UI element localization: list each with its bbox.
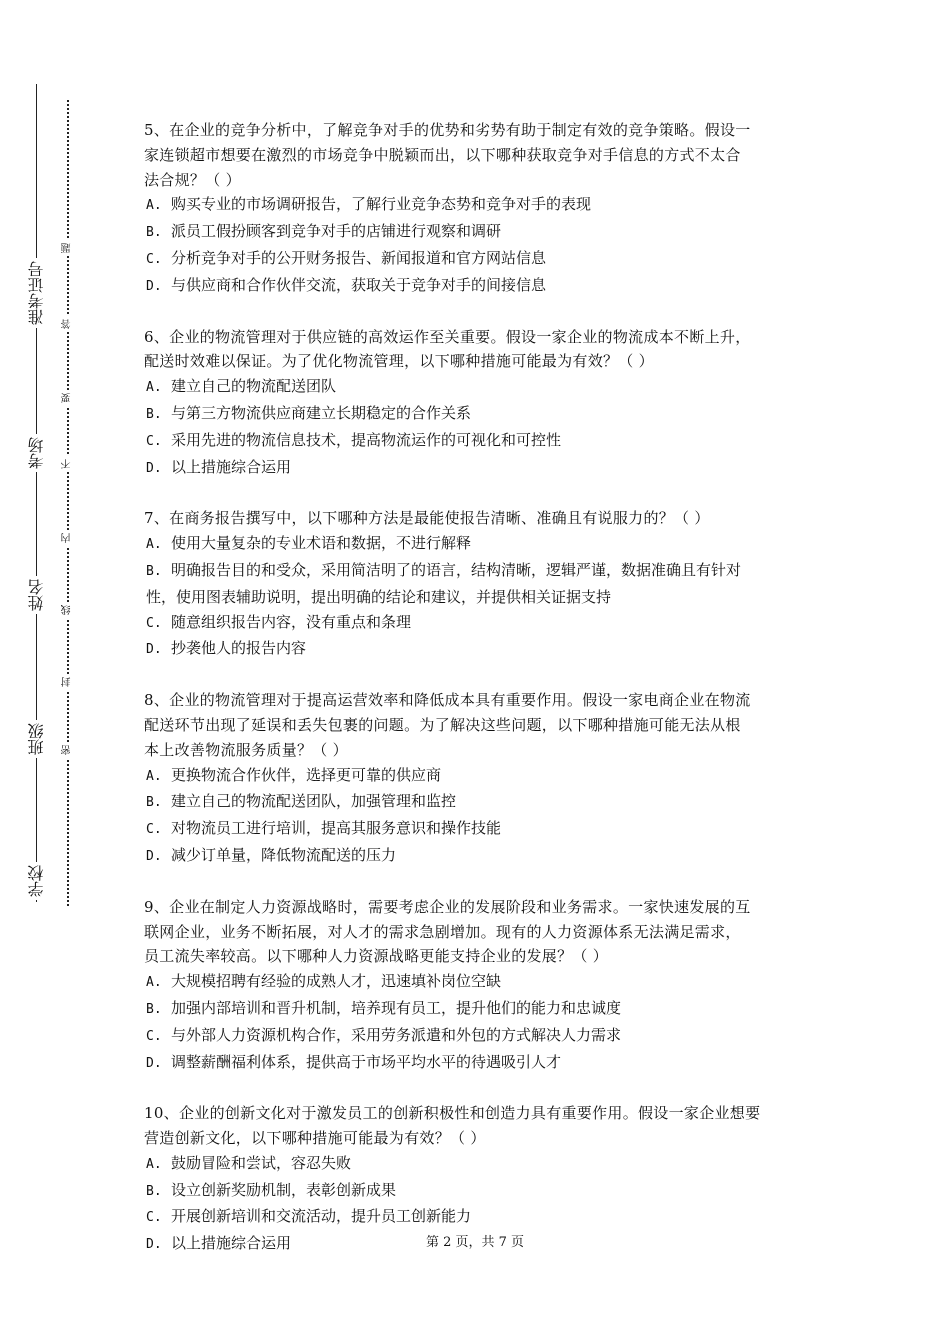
option-text: 设立创新奖励机制，表彰创新成果 <box>171 1180 397 1199</box>
option-key: A. <box>146 380 162 396</box>
binding-solid-line <box>36 84 37 902</box>
option-text: 性，使用图表辅助说明，提出明确的结论和建议，并提供相关证据支持 <box>146 587 612 606</box>
answer-option <box>144 1023 812 1050</box>
answer-option <box>144 996 812 1023</box>
option-key: A. <box>146 198 162 214</box>
question-stem-line: 10、企业的创新文化对于激发员工的创新积极性和创造力具有重要作用。假设一家企业想要 <box>144 1104 761 1123</box>
name-label: 姓名 <box>22 576 52 614</box>
option-key: C. <box>146 615 162 631</box>
option-key: B. <box>146 225 162 241</box>
option-key: B. <box>146 1183 162 1199</box>
option-text: 调整薪酬福利体系，提供高于市场平均水平的待遇吸引人才 <box>171 1052 562 1071</box>
option-key: A. <box>146 537 162 553</box>
option-key: A. <box>146 975 162 991</box>
option-key: D. <box>146 1055 162 1071</box>
option-text: 与外部人力资源机构合作，采用劳务派遣和外包的方式解决人力需求 <box>171 1025 622 1044</box>
question-stem-line: 营造创新文化，以下哪种措施可能最为有效？（ ） <box>144 1129 486 1148</box>
option-text: 使用大量复杂的专业术语和数据，不进行解释 <box>171 534 472 553</box>
answer-option <box>144 531 812 558</box>
page-footer: 第 2 页，共 7 页 <box>425 1235 525 1250</box>
seal-char: 不 <box>61 456 75 472</box>
option-text: 大规模招聘有经验的成熟人才，迅速填补岗位空缺 <box>171 972 502 991</box>
seal-char: 线 <box>61 602 75 618</box>
option-key: B. <box>146 406 162 422</box>
option-key: A. <box>146 768 162 784</box>
option-text: 以上措施综合运用 <box>171 457 292 476</box>
seal-char: 封 <box>61 674 75 690</box>
question-stem-line: 本上改善物流服务质量？（ ） <box>144 740 348 759</box>
option-key: B. <box>146 1001 162 1017</box>
seal-char: 内 <box>61 530 75 546</box>
answer-option <box>144 219 812 246</box>
answer-option <box>144 969 812 996</box>
option-text: 与第三方物流供应商建立长期稳定的合作关系 <box>171 403 472 422</box>
question-stem-line: 联网企业，业务不断拓展，对人才的需求急剧增加。现有的人力资源体系无法满足需求， <box>144 922 741 941</box>
question-block <box>144 688 812 870</box>
answer-option <box>144 636 812 663</box>
option-text: 以上措施综合运用 <box>171 1234 292 1253</box>
option-key: D. <box>146 278 162 294</box>
option-text: 鼓励冒险和尝试，容忍失败 <box>171 1153 352 1172</box>
option-text: 对物流员工进行培训，提高其服务意识和操作技能 <box>171 819 502 838</box>
question-stem-line: 7、在商务报告撰写中，以下哪种方法是最能使报告清晰、准确且有说服力的？（ ） <box>144 509 710 528</box>
answer-option <box>144 1151 812 1178</box>
option-key: D. <box>146 848 162 864</box>
answer-option <box>144 246 812 273</box>
option-key: C. <box>146 822 162 838</box>
option-key: B. <box>146 795 162 811</box>
question-stem-line: 法合规？（ ） <box>144 170 241 189</box>
seal-char: 答 <box>61 316 75 332</box>
seal-char: 要 <box>61 390 75 406</box>
answer-option <box>144 1204 812 1231</box>
question-stem-line: 9、企业在制定人力资源战略时，需要考虑企业的发展阶段和业务需求。一家快速发展的互 <box>144 897 751 916</box>
option-text: 分析竞争对手的公开财务报告、新闻报道和官方网站信息 <box>171 248 547 267</box>
option-text: 随意组织报告内容，没有重点和条理 <box>171 612 412 631</box>
question-stem-line: 6、企业的物流管理对于供应链的高效运作至关重要。假设一家企业的物流成本不断上升， <box>144 327 751 346</box>
answer-option <box>144 789 812 816</box>
answer-option <box>144 843 812 870</box>
question-stem-line: 配送时效难以保证。为了优化物流管理，以下哪种措施可能最为有效？（ ） <box>144 352 654 371</box>
answer-option <box>144 1050 812 1077</box>
option-text: 建立自己的物流配送团队 <box>171 377 337 396</box>
answer-option <box>144 763 812 790</box>
exam-number-label: 准考证号 <box>22 258 52 328</box>
seal-dotted-line <box>67 100 69 906</box>
option-text: 开展创新培训和交流活动，提升员工创新能力 <box>171 1207 472 1226</box>
answer-option <box>144 401 812 428</box>
answer-option <box>144 1178 812 1205</box>
option-key: C. <box>146 433 162 449</box>
answer-option <box>144 273 812 300</box>
option-key: C. <box>146 1210 162 1226</box>
question-block <box>144 895 812 1077</box>
question-stem-line: 配送环节出现了延误和丢失包裹的问题。为了解决这些问题，以下哪种措施可能无法从根 <box>144 715 741 734</box>
question-block <box>144 118 812 300</box>
seal-char: 题 <box>61 240 75 256</box>
option-key: A. <box>146 1156 162 1172</box>
option-text: 抄袭他人的报告内容 <box>171 639 307 658</box>
answer-option <box>144 374 812 401</box>
question-block <box>144 506 812 663</box>
option-text: 减少订单量，降低物流配送的压力 <box>171 845 397 864</box>
class-label: 班级 <box>22 720 52 758</box>
exam-room-label: 考场 <box>22 434 52 472</box>
option-key: D. <box>146 460 162 476</box>
answer-option-continuation <box>144 585 812 610</box>
answer-option <box>144 816 812 843</box>
answer-option <box>144 558 812 585</box>
option-text: 明确报告目的和受众，采用简洁明了的语言，结构清晰，逻辑严谨，数据准确且有针对 <box>171 560 742 579</box>
school-label: 学校 <box>22 862 52 900</box>
answer-option <box>144 455 812 482</box>
question-stem-line: 5、在企业的竞争分析中，了解竞争对手的优势和劣势有助于制定有效的竞争策略。假设一 <box>144 121 751 139</box>
option-text: 更换物流合作伙伴，选择更可靠的供应商 <box>171 765 442 784</box>
option-text: 加强内部培训和晋升机制，培养现有员工，提升他们的能力和忠诚度 <box>171 998 622 1017</box>
question-block <box>144 325 812 482</box>
question-stem-line: 家连锁超市想要在激烈的市场竞争中脱颖而出，以下哪种获取竞争对手信息的方式不太合 <box>144 145 741 164</box>
question-stem-line: 员工流失率较高。以下哪种人力资源战略更能支持企业的发展？（ ） <box>144 947 609 966</box>
option-text: 派员工假扮顾客到竞争对手的店铺进行观察和调研 <box>171 222 502 241</box>
binding-margin <box>0 0 80 1344</box>
option-key: D. <box>146 642 162 658</box>
option-key: C. <box>146 1028 162 1044</box>
option-text: 与供应商和合作伙伴交流，获取关于竞争对手的间接信息 <box>171 275 547 294</box>
option-text: 建立自己的物流配送团队，加强管理和监控 <box>171 792 457 811</box>
answer-option <box>144 192 812 219</box>
answer-option <box>144 428 812 455</box>
option-key: D. <box>146 1237 162 1253</box>
question-list <box>144 118 812 1283</box>
option-text: 购买专业的市场调研报告，了解行业竞争态势和竞争对手的表现 <box>171 195 592 214</box>
question-stem-line: 8、企业的物流管理对于提高运营效率和降低成本具有重要作用。假设一家电商企业在物流 <box>144 691 751 710</box>
seal-char: 密 <box>61 742 75 758</box>
option-key: C. <box>146 251 162 267</box>
option-text: 采用先进的物流信息技术，提高物流运作的可视化和可控性 <box>171 430 562 449</box>
answer-option <box>144 610 812 637</box>
option-key: B. <box>146 563 162 579</box>
